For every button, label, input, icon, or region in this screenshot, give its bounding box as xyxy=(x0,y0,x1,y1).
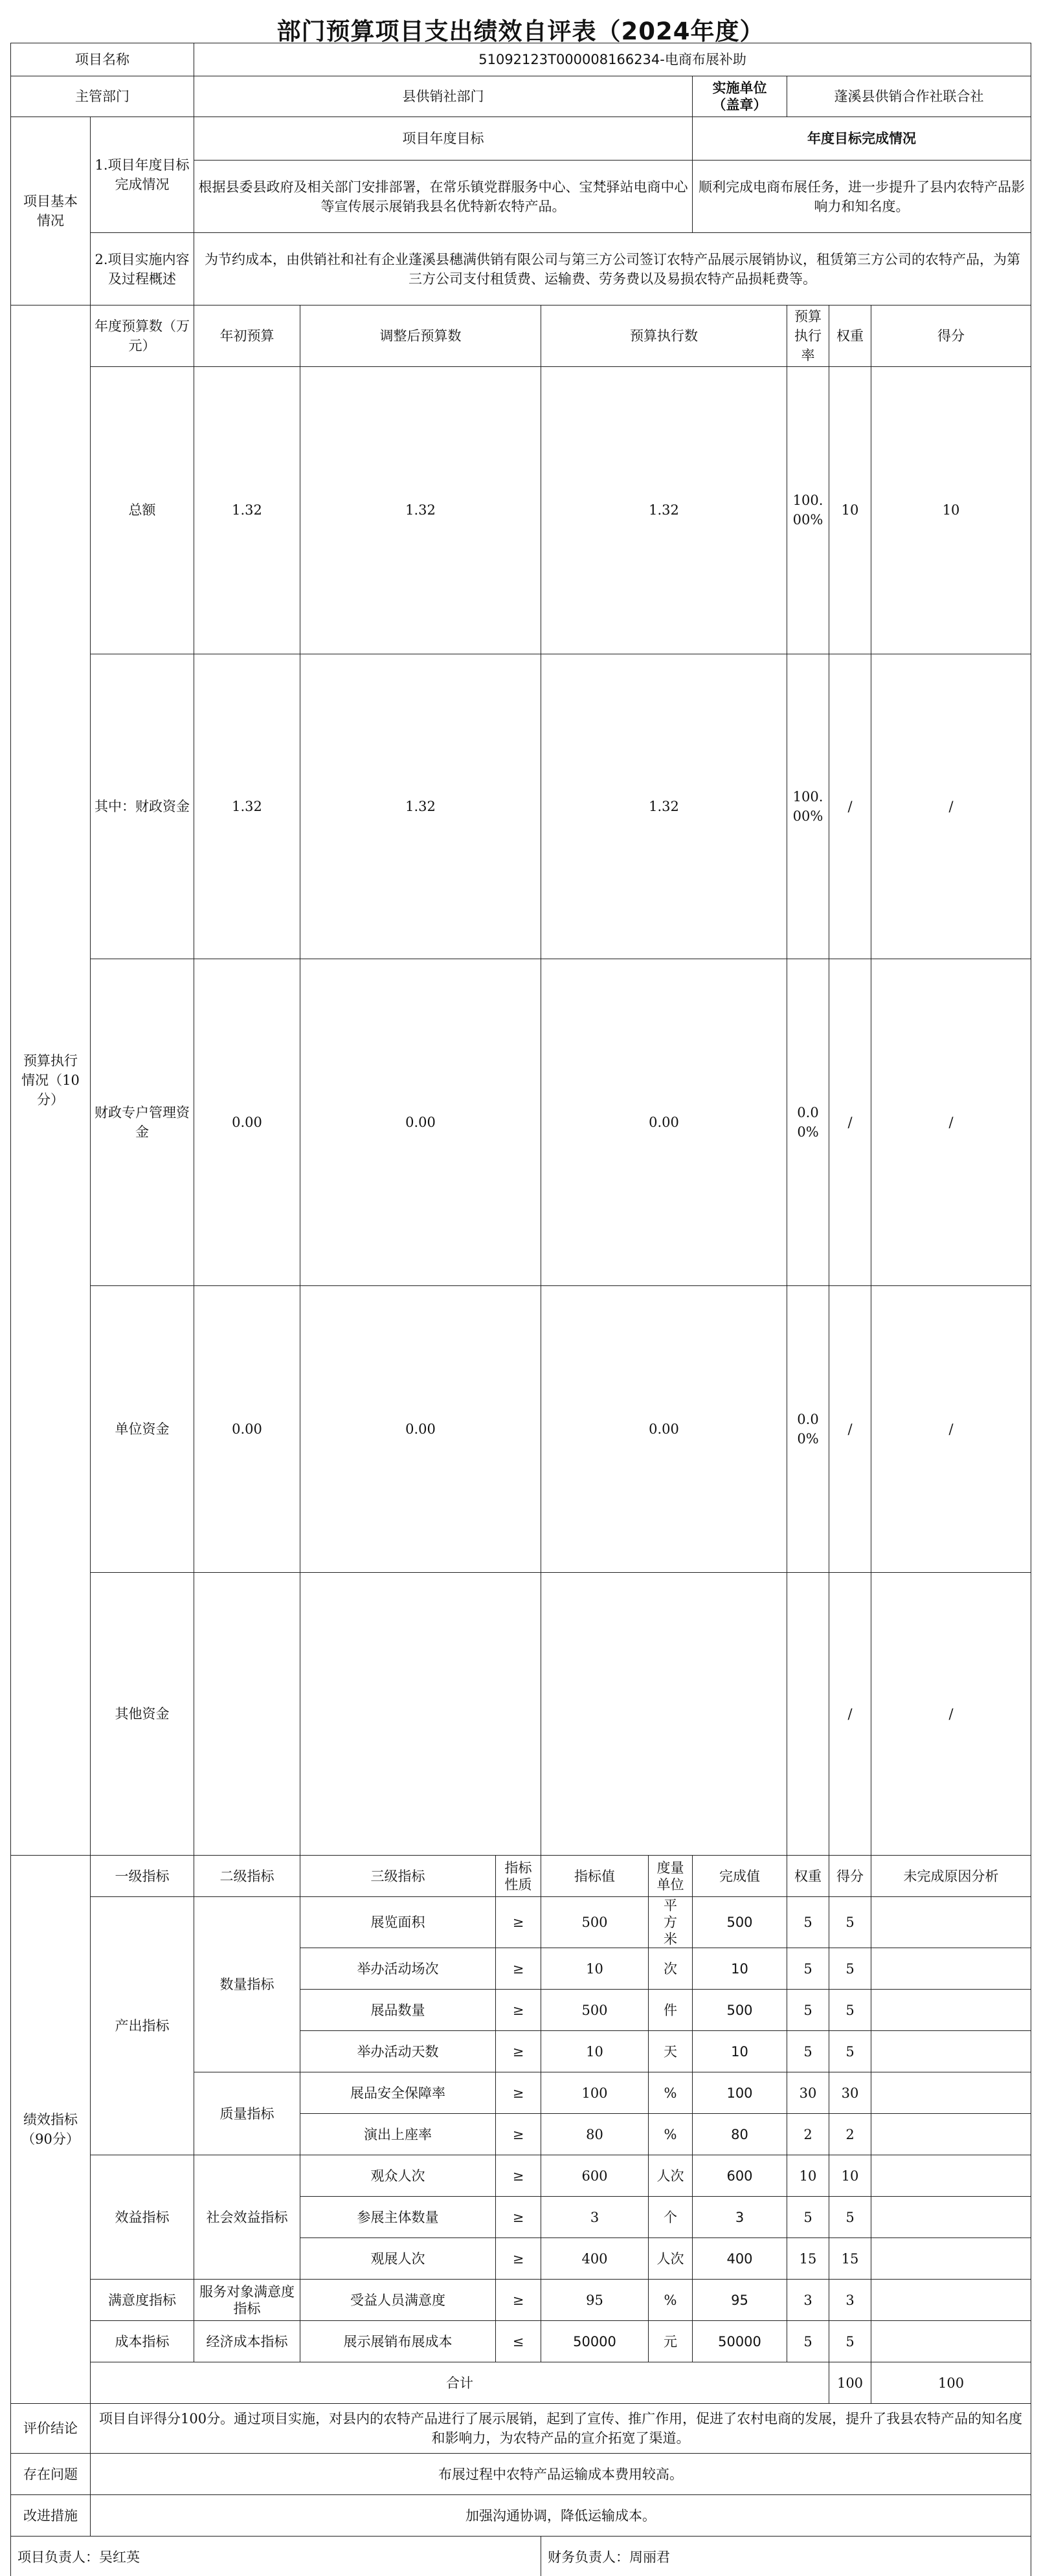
budget-adjusted: 0.00 xyxy=(300,1285,541,1573)
indicator-done: 100 xyxy=(693,2072,787,2114)
indicator-reason xyxy=(871,2114,1031,2155)
indicator-name: 展品数量 xyxy=(300,1990,496,2031)
indicator-done: 95 xyxy=(693,2280,787,2321)
indicator-weight: 2 xyxy=(787,2114,829,2155)
indicator-name: 受益人员满意度 xyxy=(300,2280,496,2321)
indicator-name: 展品安全保障率 xyxy=(300,2072,496,2114)
indicator-op: ≥ xyxy=(496,2031,541,2072)
indicator-done: 500 xyxy=(693,1990,787,2031)
indicator-unit: % xyxy=(649,2114,693,2155)
indicator-score: 5 xyxy=(829,2197,871,2238)
indicator-score: 3 xyxy=(829,2280,871,2321)
indicator-unit: 天 xyxy=(649,2031,693,2072)
project-name-row xyxy=(11,43,1031,76)
budget-rate: 100.00% xyxy=(787,367,829,654)
issues-label: 存在问题 xyxy=(11,2454,91,2495)
perf-col-level1: 一级指标 xyxy=(91,1856,194,1897)
signature-row xyxy=(11,2537,1031,2576)
indicator-weight: 30 xyxy=(787,2072,829,2114)
budget-executed: 0.00 xyxy=(541,1285,787,1573)
budget-adjusted: 1.32 xyxy=(300,367,541,654)
indicator-name: 参展主体数量 xyxy=(300,2197,496,2238)
indicator-op: ≤ xyxy=(496,2321,541,2362)
perf-col-score: 得分 xyxy=(829,1856,871,1897)
indicator-done: 10 xyxy=(693,1948,787,1990)
indicator-op: ≥ xyxy=(496,2280,541,2321)
budget-weight: / xyxy=(829,654,871,959)
indicator-done: 500 xyxy=(693,1897,787,1948)
budget-weight: / xyxy=(829,959,871,1285)
conclusion-label: 评价结论 xyxy=(11,2404,91,2454)
perf-col-weight: 权重 xyxy=(787,1856,829,1897)
indicator-weight: 5 xyxy=(787,2321,829,2362)
indicator-target: 10 xyxy=(541,2031,649,2072)
indicator-op: ≥ xyxy=(496,2114,541,2155)
total-score: 100 xyxy=(871,2362,1031,2404)
impl-unit-label: 实施单位 （盖章） xyxy=(693,76,787,117)
indicator-score: 2 xyxy=(829,2114,871,2155)
indicator-name: 举办活动天数 xyxy=(300,2031,496,2072)
indicator-name: 观众人次 xyxy=(300,2155,496,2197)
indicator-weight: 10 xyxy=(787,2155,829,2197)
perf-col-level3: 三级指标 xyxy=(300,1856,496,1897)
budget-row xyxy=(11,654,1031,959)
indicator-op: ≥ xyxy=(496,1990,541,2031)
perf-col-level2: 二级指标 xyxy=(194,1856,300,1897)
budget-section-label: 预算执行情况（10分） xyxy=(11,305,91,1856)
level2-economic: 经济成本指标 xyxy=(194,2321,300,2362)
budget-header-row xyxy=(11,305,1031,367)
done-text: 顺利完成电商布展任务，进一步提升了县内农特产品影响力和知名度。 xyxy=(693,161,1031,233)
perf-row xyxy=(11,2155,1031,2197)
indicator-target: 3 xyxy=(541,2197,649,2238)
level2-quality: 质量指标 xyxy=(194,2072,300,2155)
indicator-score: 5 xyxy=(829,1990,871,2031)
indicator-score: 15 xyxy=(829,2238,871,2280)
issues-row xyxy=(11,2454,1031,2495)
indicator-target: 500 xyxy=(541,1990,649,2031)
budget-score: / xyxy=(871,1285,1031,1573)
budget-weight: 10 xyxy=(829,367,871,654)
level2-social: 社会效益指标 xyxy=(194,2155,300,2280)
perf-section-label: 绩效指标（90分） xyxy=(11,1856,91,2404)
budget-row-label: 财政专户管理资金 xyxy=(91,959,194,1285)
level1-benefit: 效益指标 xyxy=(91,2155,194,2280)
indicator-done: 80 xyxy=(693,2114,787,2155)
goal-header-row xyxy=(11,117,1031,161)
indicator-target: 600 xyxy=(541,2155,649,2197)
content-text: 为节约成本，由供销社和社有企业蓬溪县穗满供销有限公司与第三方公司签订农特产品展示展销协议，租赁第三方公司的农特产品，为第三方公司支付租赁费、运输费、劳务费以及易损农特产品损耗费等。 xyxy=(194,233,1031,305)
conclusion-text: 项目自评得分100分。通过项目实施，对县内的农特产品进行了展示展销，起到了宣传、推广作用，促进了农村电商的发展，提升了我县农特产品的知名度和影响力，为农特产品的宣介拓宽了渠道。 xyxy=(91,2404,1031,2454)
dept-value: 县供销社部门 xyxy=(194,76,693,117)
performance-table xyxy=(10,43,1031,2576)
level1-satisfaction: 满意度指标 xyxy=(91,2280,194,2321)
indicator-target: 10 xyxy=(541,1948,649,1990)
total-weight: 100 xyxy=(829,2362,871,2404)
indicator-score: 5 xyxy=(829,2321,871,2362)
indicator-reason xyxy=(871,1948,1031,1990)
indicator-weight: 5 xyxy=(787,2197,829,2238)
indicator-unit: 个 xyxy=(649,2197,693,2238)
budget-row xyxy=(11,959,1031,1285)
budget-initial: 0.00 xyxy=(194,1285,300,1573)
budget-adjusted xyxy=(300,1573,541,1856)
indicator-reason xyxy=(871,1897,1031,1948)
indicator-reason xyxy=(871,2031,1031,2072)
budget-row xyxy=(11,367,1031,654)
perf-col-done: 完成值 xyxy=(693,1856,787,1897)
goal-row-label: 1.项目年度目标完成情况 xyxy=(91,117,194,233)
budget-col-year: 年度预算数（万元） xyxy=(91,305,194,367)
department-row xyxy=(11,76,1031,117)
budget-col-initial: 年初预算 xyxy=(194,305,300,367)
indicator-weight: 5 xyxy=(787,2031,829,2072)
indicator-op: ≥ xyxy=(496,1897,541,1948)
indicator-op: ≥ xyxy=(496,2238,541,2280)
impl-unit-value: 蓬溪县供销合作社联合社 xyxy=(787,76,1031,117)
budget-col-score: 得分 xyxy=(871,305,1031,367)
perf-row xyxy=(11,1897,1031,1948)
perf-col-nature: 指标性质 xyxy=(496,1856,541,1897)
indicator-unit: 件 xyxy=(649,1990,693,2031)
budget-row-label: 单位资金 xyxy=(91,1285,194,1573)
indicator-score: 30 xyxy=(829,2072,871,2114)
indicator-target: 100 xyxy=(541,2072,649,2114)
budget-initial: 1.32 xyxy=(194,654,300,959)
project-name-label: 项目名称 xyxy=(11,43,194,76)
budget-executed: 0.00 xyxy=(541,959,787,1285)
indicator-target: 50000 xyxy=(541,2321,649,2362)
indicator-weight: 5 xyxy=(787,1990,829,2031)
measures-row xyxy=(11,2495,1031,2537)
indicator-reason xyxy=(871,2155,1031,2197)
perf-header-row xyxy=(11,1856,1031,1897)
finance-leader: 财务负责人：周丽君 xyxy=(541,2537,1031,2576)
done-header: 年度目标完成情况 xyxy=(693,117,1031,161)
indicator-score: 5 xyxy=(829,1897,871,1948)
indicator-op: ≥ xyxy=(496,2197,541,2238)
budget-col-adjusted: 调整后预算数 xyxy=(300,305,541,367)
indicator-weight: 5 xyxy=(787,1897,829,1948)
content-label: 2.项目实施内容及过程概述 xyxy=(91,233,194,305)
indicator-done: 400 xyxy=(693,2238,787,2280)
budget-row xyxy=(11,1285,1031,1573)
indicator-unit: % xyxy=(649,2072,693,2114)
budget-initial: 0.00 xyxy=(194,959,300,1285)
budget-score: / xyxy=(871,959,1031,1285)
basic-section-label: 项目基本情况 xyxy=(11,117,91,305)
indicator-score: 5 xyxy=(829,2031,871,2072)
indicator-done: 600 xyxy=(693,2155,787,2197)
indicator-unit: 人次 xyxy=(649,2155,693,2197)
indicator-done: 50000 xyxy=(693,2321,787,2362)
indicator-unit: 平方米 xyxy=(649,1897,693,1948)
budget-weight: / xyxy=(829,1573,871,1856)
indicator-unit: 次 xyxy=(649,1948,693,1990)
budget-executed: 1.32 xyxy=(541,654,787,959)
budget-adjusted: 1.32 xyxy=(300,654,541,959)
total-row xyxy=(11,2362,1031,2404)
indicator-unit: % xyxy=(649,2280,693,2321)
budget-col-executed: 预算执行数 xyxy=(541,305,787,367)
indicator-unit: 人次 xyxy=(649,2238,693,2280)
indicator-name: 演出上座率 xyxy=(300,2114,496,2155)
budget-adjusted: 0.00 xyxy=(300,959,541,1285)
issues-text: 布展过程中农特产品运输成本费用较高。 xyxy=(91,2454,1031,2495)
conclusion-row xyxy=(11,2404,1031,2454)
perf-col-unit: 度量单位 xyxy=(649,1856,693,1897)
level2-quantity: 数量指标 xyxy=(194,1897,300,2072)
indicator-score: 5 xyxy=(829,1948,871,1990)
budget-initial xyxy=(194,1573,300,1856)
total-label: 合计 xyxy=(91,2362,829,2404)
perf-col-target: 指标值 xyxy=(541,1856,649,1897)
budget-score: / xyxy=(871,1573,1031,1856)
indicator-op: ≥ xyxy=(496,2155,541,2197)
budget-score: 10 xyxy=(871,367,1031,654)
indicator-reason xyxy=(871,1990,1031,2031)
budget-row xyxy=(11,1573,1031,1856)
budget-col-weight: 权重 xyxy=(829,305,871,367)
perf-row xyxy=(11,2321,1031,2362)
content-row xyxy=(11,233,1031,305)
level1-cost: 成本指标 xyxy=(91,2321,194,2362)
indicator-target: 500 xyxy=(541,1897,649,1948)
indicator-name: 观展人次 xyxy=(300,2238,496,2280)
indicator-reason xyxy=(871,2321,1031,2362)
measures-text: 加强沟通协调，降低运输成本。 xyxy=(91,2495,1031,2537)
level1-output: 产出指标 xyxy=(91,1897,194,2155)
indicator-unit: 元 xyxy=(649,2321,693,2362)
indicator-name: 举办活动场次 xyxy=(300,1948,496,1990)
perf-row xyxy=(11,2280,1031,2321)
indicator-weight: 5 xyxy=(787,1948,829,1990)
goal-text: 根据县委县政府及相关部门安排部署，在常乐镇党群服务中心、宝梵驿站电商中心等宣传展示展销我县名优特新农特产品。 xyxy=(194,161,693,233)
budget-executed xyxy=(541,1573,787,1856)
budget-row-label: 其他资金 xyxy=(91,1573,194,1856)
indicator-done: 3 xyxy=(693,2197,787,2238)
indicator-reason xyxy=(871,2238,1031,2280)
budget-rate: 0.00% xyxy=(787,1285,829,1573)
indicator-done: 10 xyxy=(693,2031,787,2072)
indicator-weight: 15 xyxy=(787,2238,829,2280)
budget-rate: 0.00% xyxy=(787,959,829,1285)
indicator-score: 10 xyxy=(829,2155,871,2197)
level2-service: 服务对象满意度指标 xyxy=(194,2280,300,2321)
budget-col-rate: 预算执行率 xyxy=(787,305,829,367)
indicator-target: 400 xyxy=(541,2238,649,2280)
budget-row-label: 总额 xyxy=(91,367,194,654)
indicator-weight: 3 xyxy=(787,2280,829,2321)
budget-rate: 100.00% xyxy=(787,654,829,959)
indicator-target: 80 xyxy=(541,2114,649,2155)
indicator-reason xyxy=(871,2197,1031,2238)
indicator-op: ≥ xyxy=(496,2072,541,2114)
measures-label: 改进措施 xyxy=(11,2495,91,2537)
indicator-reason xyxy=(871,2280,1031,2321)
budget-rate xyxy=(787,1573,829,1856)
indicator-name: 展览面积 xyxy=(300,1897,496,1948)
project-leader: 项目负责人：吴红英 xyxy=(11,2537,541,2576)
dept-label: 主管部门 xyxy=(11,76,194,117)
budget-initial: 1.32 xyxy=(194,367,300,654)
goal-header: 项目年度目标 xyxy=(194,117,693,161)
perf-col-reason: 未完成原因分析 xyxy=(871,1856,1031,1897)
project-name-value: 51092123T000008166234-电商布展补助 xyxy=(194,43,1031,76)
budget-weight: / xyxy=(829,1285,871,1573)
indicator-op: ≥ xyxy=(496,1948,541,1990)
page-title: 部门预算项目支出绩效自评表（2024年度） xyxy=(0,12,1041,47)
indicator-target: 95 xyxy=(541,2280,649,2321)
budget-score: / xyxy=(871,654,1031,959)
indicator-reason xyxy=(871,2072,1031,2114)
indicator-name: 展示展销布展成本 xyxy=(300,2321,496,2362)
budget-executed: 1.32 xyxy=(541,367,787,654)
budget-row-label: 其中：财政资金 xyxy=(91,654,194,959)
